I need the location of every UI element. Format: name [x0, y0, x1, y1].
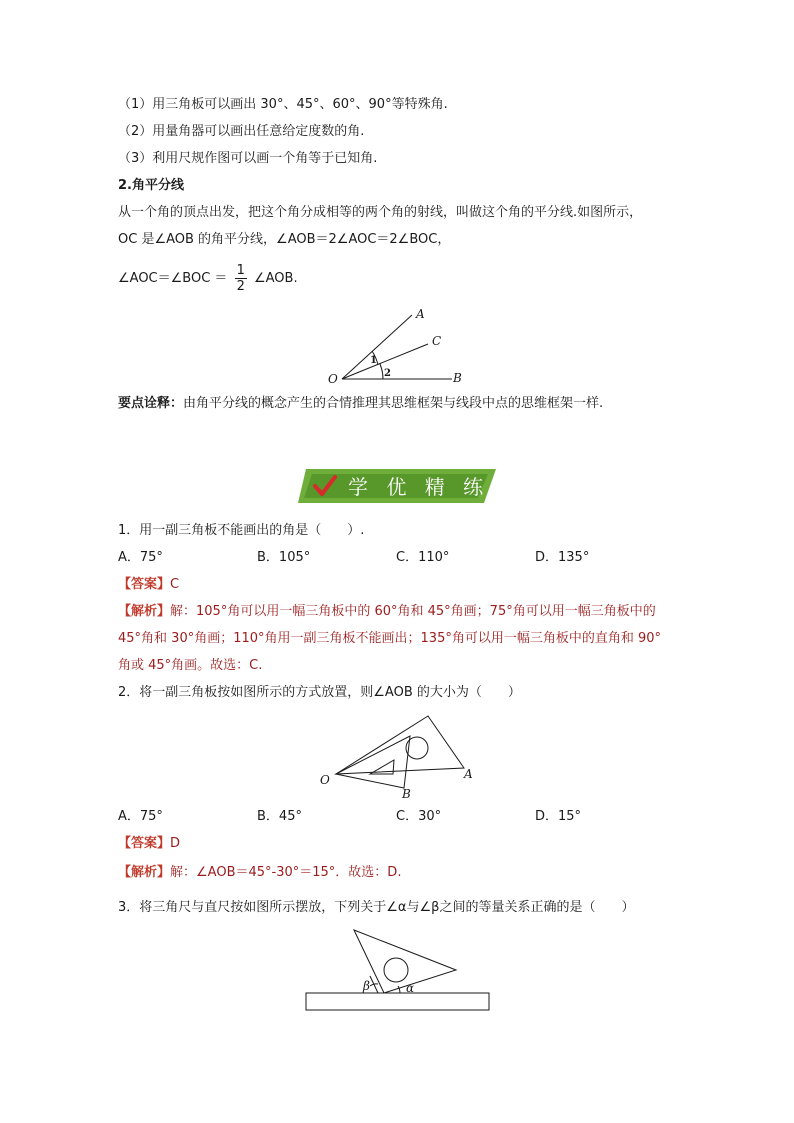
q2-answer-label: 【答案】 [118, 836, 171, 851]
q2-figure [314, 708, 480, 802]
label-a: A [416, 307, 425, 321]
fraction-numerator: 1 [236, 263, 245, 278]
q1-analysis-label: 【解析】 [118, 604, 171, 619]
q1-answer [118, 576, 179, 594]
triangle-large [336, 716, 464, 774]
q2-analysis [118, 864, 401, 882]
label-angle-2: 2 [384, 368, 391, 379]
ruler [306, 993, 489, 1010]
q2-label-a: A [464, 767, 473, 781]
q2-label-o: O [320, 773, 330, 787]
q2-label-b: B [402, 787, 411, 801]
q1-analysis-line-2: 45°角和 30°角画；110°角用一副三角板不能画出；135°角可以用一幅三角板中的直角和 90° [118, 631, 662, 646]
q1-analysis-text-1: 解：105°角可以用一幅三角板中的 60°角和 45°角画；75°角可以用一幅三角板中的 [170, 604, 656, 619]
section-banner [298, 467, 496, 505]
label-angle-1: 1 [370, 355, 377, 366]
q2-stem: 2．将一副三角板按如图所示的方式放置，则∠AOB 的大小为（ ） [118, 685, 521, 700]
q2-option-a[interactable]: A．75° [118, 809, 163, 824]
q1-answer-value: C [170, 577, 180, 592]
q3-figure [300, 924, 495, 1016]
bisector-formula [118, 262, 298, 296]
fraction-half [235, 263, 247, 294]
q1-analysis-line-3: 角或 45°角画。故选：C. [118, 658, 263, 673]
label-o: O [328, 372, 338, 386]
q1-option-c[interactable]: C．110° [396, 550, 450, 565]
key-point-label: 要点诠释： [118, 396, 184, 411]
bisector-definition: 从一个角的顶点出发，把这个角分成相等的两个角的射线，叫做这个角的平分线.如图所示， [118, 205, 643, 220]
point-3: （3）利用尺规作图可以画一个角等于已知角. [118, 151, 378, 166]
label-b: B [453, 371, 462, 385]
key-point-text: 由角平分线的概念产生的合情推理其思维框架与线段中点的思维框架一样. [183, 396, 604, 411]
bisector-figure [320, 306, 480, 388]
q2-option-b[interactable]: B．45° [257, 809, 302, 824]
q1-option-b[interactable]: B．105° [257, 550, 311, 565]
point-1: （1）用三角板可以画出 30°、45°、60°、90°等特殊角. [118, 97, 448, 112]
q2-option-c[interactable]: C．30° [396, 809, 442, 824]
q2-analysis-label: 【解析】 [118, 865, 171, 880]
section-heading-bisector: 2.角平分线 [118, 178, 184, 193]
banner-title: 学 优 精 练 [348, 475, 490, 499]
point-2: （2）用量角器可以画出任意给定度数的角. [118, 124, 365, 139]
label-alpha: α [406, 981, 415, 995]
q2-option-d[interactable]: D．15° [535, 809, 582, 824]
q1-option-d[interactable]: D．135° [535, 550, 590, 565]
formula-right: ∠AOB. [253, 271, 298, 286]
formula-left: ∠AOC＝∠BOC ＝ [118, 271, 228, 286]
label-beta: β [363, 979, 370, 993]
triangle-small [336, 736, 410, 788]
q2-analysis-text: 解：∠AOB＝45°-30°＝15°．故选：D. [170, 865, 402, 880]
q1-option-a[interactable]: A．75° [118, 550, 163, 565]
q1-stem: 1．用一副三角板不能画出的角是（ ）. [118, 523, 365, 538]
label-c: C [432, 334, 442, 348]
key-point [118, 395, 603, 413]
q1-analysis-line-1 [118, 603, 656, 621]
arc-angle-2 [380, 364, 383, 379]
q2-answer [118, 835, 180, 853]
bisector-relation: OC 是∠AOB 的角平分线，∠AOB＝2∠AOC＝2∠BOC， [118, 232, 451, 247]
q2-answer-value: D [170, 836, 181, 851]
q3-stem: 3．将三角尺与直尺按如图所示摆放，下列关于∠α与∠β之间的等量关系正确的是（ ） [118, 900, 635, 915]
q1-answer-label: 【答案】 [118, 577, 171, 592]
fraction-denominator: 2 [236, 279, 245, 294]
ray-oa [342, 315, 412, 379]
circle-cutout [406, 737, 428, 759]
